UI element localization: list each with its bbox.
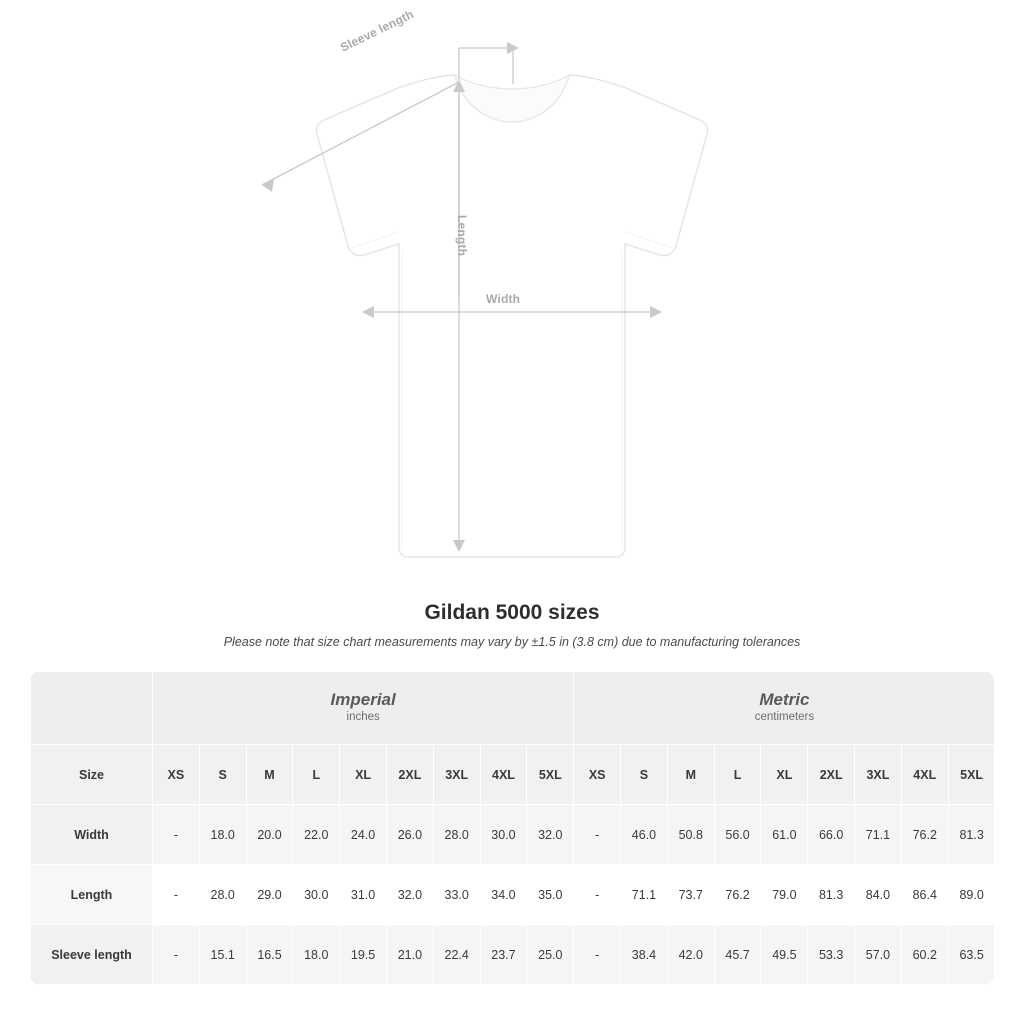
cell-width-metric-2xl: 66.0 xyxy=(808,805,855,865)
cell-width-imperial-3xl: 28.0 xyxy=(433,805,480,865)
cell-sleeve-metric-5xl: 63.5 xyxy=(948,925,994,985)
cell-length-metric-3xl: 84.0 xyxy=(855,865,902,925)
cell-sleeve-imperial-m: 16.5 xyxy=(246,925,293,985)
cell-sleeve-imperial-3xl: 22.4 xyxy=(433,925,480,985)
table-system-header-row xyxy=(31,672,995,745)
cell-width-metric-xl: 61.0 xyxy=(761,805,808,865)
cell-length-imperial-4xl: 34.0 xyxy=(480,865,527,925)
cell-length-imperial-3xl: 33.0 xyxy=(433,865,480,925)
size-col-imperial-3xl: 3XL xyxy=(433,745,480,805)
cell-length-metric-s: 71.1 xyxy=(621,865,668,925)
table-corner-cell xyxy=(31,672,153,745)
row-label-length: Length xyxy=(31,865,153,925)
cell-sleeve-metric-2xl: 53.3 xyxy=(808,925,855,985)
size-col-metric-4xl: 4XL xyxy=(901,745,948,805)
cell-width-metric-5xl: 81.3 xyxy=(948,805,994,865)
cell-width-imperial-l: 22.0 xyxy=(293,805,340,865)
cell-width-imperial-xl: 24.0 xyxy=(340,805,387,865)
sleeve-length-label: Sleeve length xyxy=(338,6,417,55)
cell-length-metric-xl: 79.0 xyxy=(761,865,808,925)
cell-length-imperial-2xl: 32.0 xyxy=(386,865,433,925)
size-col-metric-5xl: 5XL xyxy=(948,745,994,805)
cell-length-metric-2xl: 81.3 xyxy=(808,865,855,925)
cell-length-imperial-l: 30.0 xyxy=(293,865,340,925)
cell-sleeve-imperial-xs: - xyxy=(153,925,200,985)
system-name-imperial: Imperial xyxy=(330,689,396,709)
cell-width-metric-4xl: 76.2 xyxy=(901,805,948,865)
row-label-sleeve-length: Sleeve length xyxy=(31,925,153,985)
size-col-imperial-m: M xyxy=(246,745,293,805)
size-col-metric-xl: XL xyxy=(761,745,808,805)
title-block xyxy=(0,601,1024,649)
tolerance-note: Please note that size chart measurements may vary by ±1.5 in (3.8 cm) due to manufacturing tolerances xyxy=(223,635,801,649)
size-col-imperial-2xl: 2XL xyxy=(386,745,433,805)
row-label-width: Width xyxy=(31,805,153,865)
system-header-imperial xyxy=(153,672,574,745)
cell-length-metric-l: 76.2 xyxy=(714,865,761,925)
cell-length-imperial-xl: 31.0 xyxy=(340,865,387,925)
table-row xyxy=(31,805,995,865)
cell-length-metric-4xl: 86.4 xyxy=(901,865,948,925)
cell-width-metric-l: 56.0 xyxy=(714,805,761,865)
table-row xyxy=(31,925,995,985)
size-table-wrapper xyxy=(30,671,994,985)
system-unit-metric: centimeters xyxy=(754,711,815,724)
cell-length-imperial-5xl: 35.0 xyxy=(527,865,574,925)
size-col-imperial-xl: XL xyxy=(340,745,387,805)
cell-length-metric-m: 73.7 xyxy=(667,865,714,925)
size-col-imperial-4xl: 4XL xyxy=(480,745,527,805)
cell-sleeve-imperial-4xl: 23.7 xyxy=(480,925,527,985)
cell-width-imperial-4xl: 30.0 xyxy=(480,805,527,865)
size-col-metric-3xl: 3XL xyxy=(855,745,902,805)
cell-width-imperial-s: 18.0 xyxy=(199,805,246,865)
system-name-metric: Metric xyxy=(759,689,810,709)
size-col-imperial-s: S xyxy=(199,745,246,805)
cell-sleeve-metric-l: 45.7 xyxy=(714,925,761,985)
system-unit-imperial: inches xyxy=(346,711,380,724)
cell-width-imperial-5xl: 32.0 xyxy=(527,805,574,865)
cell-width-imperial-m: 20.0 xyxy=(246,805,293,865)
system-header-metric xyxy=(574,672,994,745)
size-col-metric-2xl: 2XL xyxy=(808,745,855,805)
size-col-metric-xs: XS xyxy=(574,745,621,805)
width-label: Width xyxy=(482,292,524,306)
size-col-metric-l: L xyxy=(714,745,761,805)
cell-width-metric-s: 46.0 xyxy=(621,805,668,865)
cell-sleeve-imperial-2xl: 21.0 xyxy=(386,925,433,985)
cell-width-imperial-2xl: 26.0 xyxy=(386,805,433,865)
cell-width-metric-3xl: 71.1 xyxy=(855,805,902,865)
table-row xyxy=(31,865,995,925)
page-title: Gildan 5000 sizes xyxy=(424,601,600,624)
cell-length-imperial-xs: - xyxy=(153,865,200,925)
size-col-imperial-xs: XS xyxy=(153,745,200,805)
cell-sleeve-imperial-5xl: 25.0 xyxy=(527,925,574,985)
length-label: Length xyxy=(455,215,469,257)
cell-width-imperial-xs: - xyxy=(153,805,200,865)
cell-sleeve-metric-s: 38.4 xyxy=(621,925,668,985)
cell-length-imperial-s: 28.0 xyxy=(199,865,246,925)
cell-length-metric-5xl: 89.0 xyxy=(948,865,994,925)
cell-sleeve-metric-4xl: 60.2 xyxy=(901,925,948,985)
size-table xyxy=(30,671,994,985)
cell-sleeve-metric-xs: - xyxy=(574,925,621,985)
size-header-cell: Size xyxy=(31,745,153,805)
cell-sleeve-metric-3xl: 57.0 xyxy=(855,925,902,985)
cell-width-metric-m: 50.8 xyxy=(667,805,714,865)
cell-sleeve-metric-m: 42.0 xyxy=(667,925,714,985)
size-col-imperial-l: L xyxy=(293,745,340,805)
size-col-imperial-5xl: 5XL xyxy=(527,745,574,805)
cell-sleeve-imperial-l: 18.0 xyxy=(293,925,340,985)
size-col-metric-m: M xyxy=(667,745,714,805)
cell-sleeve-metric-xl: 49.5 xyxy=(761,925,808,985)
cell-width-metric-xs: - xyxy=(574,805,621,865)
cell-length-metric-xs: - xyxy=(574,865,621,925)
cell-length-imperial-m: 29.0 xyxy=(246,865,293,925)
cell-sleeve-imperial-s: 15.1 xyxy=(199,925,246,985)
cell-sleeve-imperial-xl: 19.5 xyxy=(340,925,387,985)
size-col-metric-s: S xyxy=(621,745,668,805)
table-size-header-row xyxy=(31,745,995,805)
